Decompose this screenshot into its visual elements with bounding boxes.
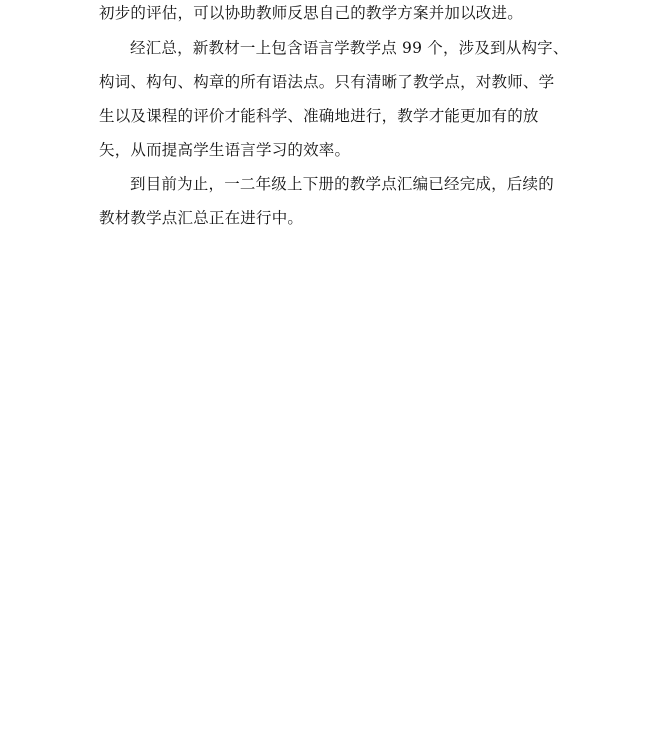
paragraph-line: 初步的评估，可以协助教师反思自己的教学方案并加以改进。 [99, 4, 523, 22]
paragraph-line: 到目前为止，一二年级上下册的教学点汇编已经完成，后续的 [130, 175, 554, 193]
paragraph-line: 生以及课程的评价才能科学、准确地进行，教学才能更加有的放 [99, 107, 539, 125]
paragraph-line: 矢，从而提高学生语言学习的效率。 [99, 141, 351, 159]
paragraph-line: 经汇总，新教材一上包含语言学教学点 99 个，涉及到从构字、 [130, 39, 569, 57]
paragraph-line: 构词、构句、构章的所有语法点。只有清晰了教学点，对教师、学 [99, 73, 555, 91]
paragraph-line: 教材教学点汇总正在进行中。 [99, 209, 304, 227]
